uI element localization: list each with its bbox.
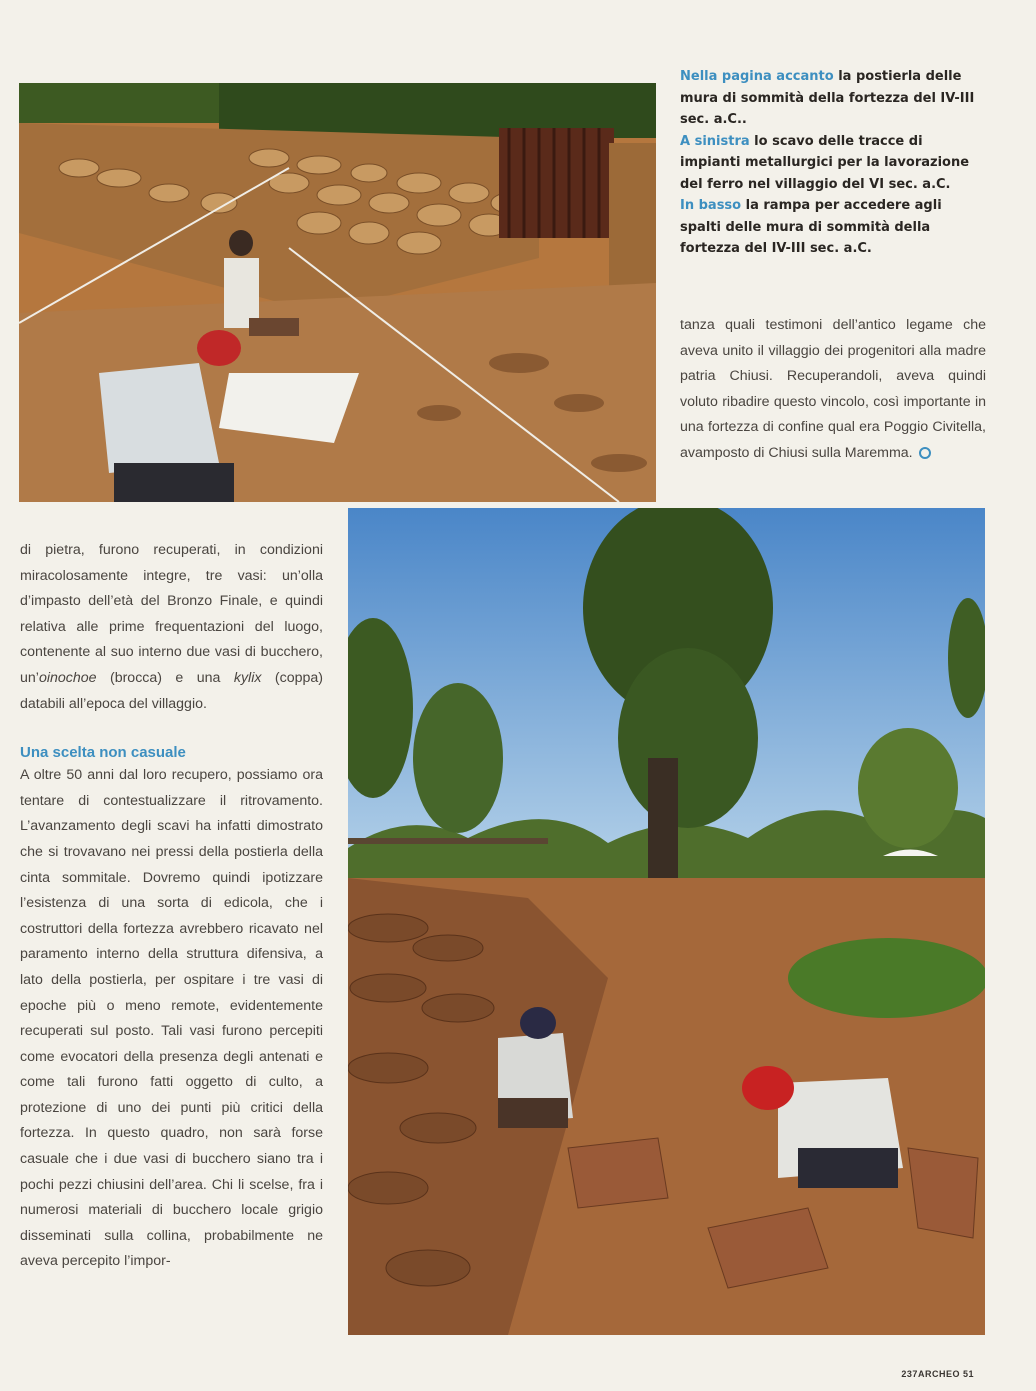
page-folio bbox=[901, 1369, 974, 1379]
body-paragraph bbox=[680, 313, 986, 467]
section-heading: Una scelta non casuale bbox=[20, 744, 186, 762]
term-kylix: kylix bbox=[233, 669, 262, 686]
caption-lead-1: Nella pagina accanto bbox=[680, 69, 834, 84]
body-text-right-column bbox=[680, 313, 986, 467]
end-of-article-icon bbox=[919, 447, 931, 459]
caption-block-3 bbox=[680, 195, 980, 260]
caption-block-1 bbox=[680, 66, 980, 131]
photo-ramp-excavation bbox=[348, 508, 985, 1335]
body-paragraph-2: A oltre 50 anni dal loro recupero, possiamo ora tentare di contestualizzare il ritrovamento. L’avanzamento degli scavi ha infatti dimostrato che si trovavano nei pressi della postierla della cinta sommitale. Dovremo quindi ipotizzare l’esistenza di una sorta di edicola, che i costruttori della fortezza avrebbero ricavato nel paramento interno della struttura difensiva, a lato della postierla, per ospitare i tre vasi di epoche più o meno remote, evidentemente recuperati sul posto. Tali vasi furono percepiti come evocatori della presenza degli antenati e come tali furono fatti oggetto di culto, a protezione di uno dei punti più critici della fortezza. In questo quadro, non sarà forse casuale che i due vasi di bucchero siano tra i pochi pezzi chiusini dell’area. Chi li scelse, fra i numerosi materiali di bucchero locale grigio disseminati sulla collina, probabilmente ne aveva percepito l’impor- bbox=[20, 767, 323, 1270]
caption-text-2: lo scavo delle tracce di impianti metallurgici per la lavorazione del ferro nel villaggio del VI sec. a.C. bbox=[680, 133, 970, 192]
page-number: 51 bbox=[962, 1369, 974, 1379]
right-column-text: tanza quali testimoni dell’antico legame che aveva unito il villaggio dei progenitori alla madre patria Chiusi. Recuperandoli, aveva quindi voluto ribadire questo vincolo, così importante in una fortezza di confine qual era Poggio Civitella, avamposto di Chiusi sulla Maremma. bbox=[680, 317, 986, 461]
para1-text-a: di pietra, furono recuperati, in condizioni miracolosamente integre, tre vasi: un’olla d’impasto dell’età del Bronzo Finale, e quindi relativa alle prime frequentazioni del luogo, contenente al suo interno due vasi di bucchero, un’ bbox=[20, 542, 323, 686]
body-text-left-column bbox=[20, 538, 323, 1275]
body-paragraph-1 bbox=[20, 538, 323, 717]
caption-text-3: la rampa per accedere agli spalti delle mura di sommità della fortezza del IV-III sec. a.C. bbox=[680, 198, 942, 256]
issue-number: 237 bbox=[901, 1369, 918, 1379]
photo-caption bbox=[680, 66, 980, 260]
caption-block-2 bbox=[680, 131, 980, 196]
para1-text-b: (brocca) e una bbox=[96, 669, 234, 686]
caption-lead-3: In basso bbox=[680, 198, 742, 213]
caption-text-1: la postierla delle mura di sommità della fortezza del IV-III sec. a.C.. bbox=[680, 69, 975, 127]
caption-lead-2: A sinistra bbox=[680, 133, 750, 149]
magazine-name: ARCHEO bbox=[917, 1369, 960, 1379]
para1-text-c: (coppa) databili all’epoca del villaggio. bbox=[20, 669, 323, 712]
term-oinochoe: oinochoe bbox=[38, 669, 97, 686]
photo-excavation-wall bbox=[19, 83, 656, 502]
